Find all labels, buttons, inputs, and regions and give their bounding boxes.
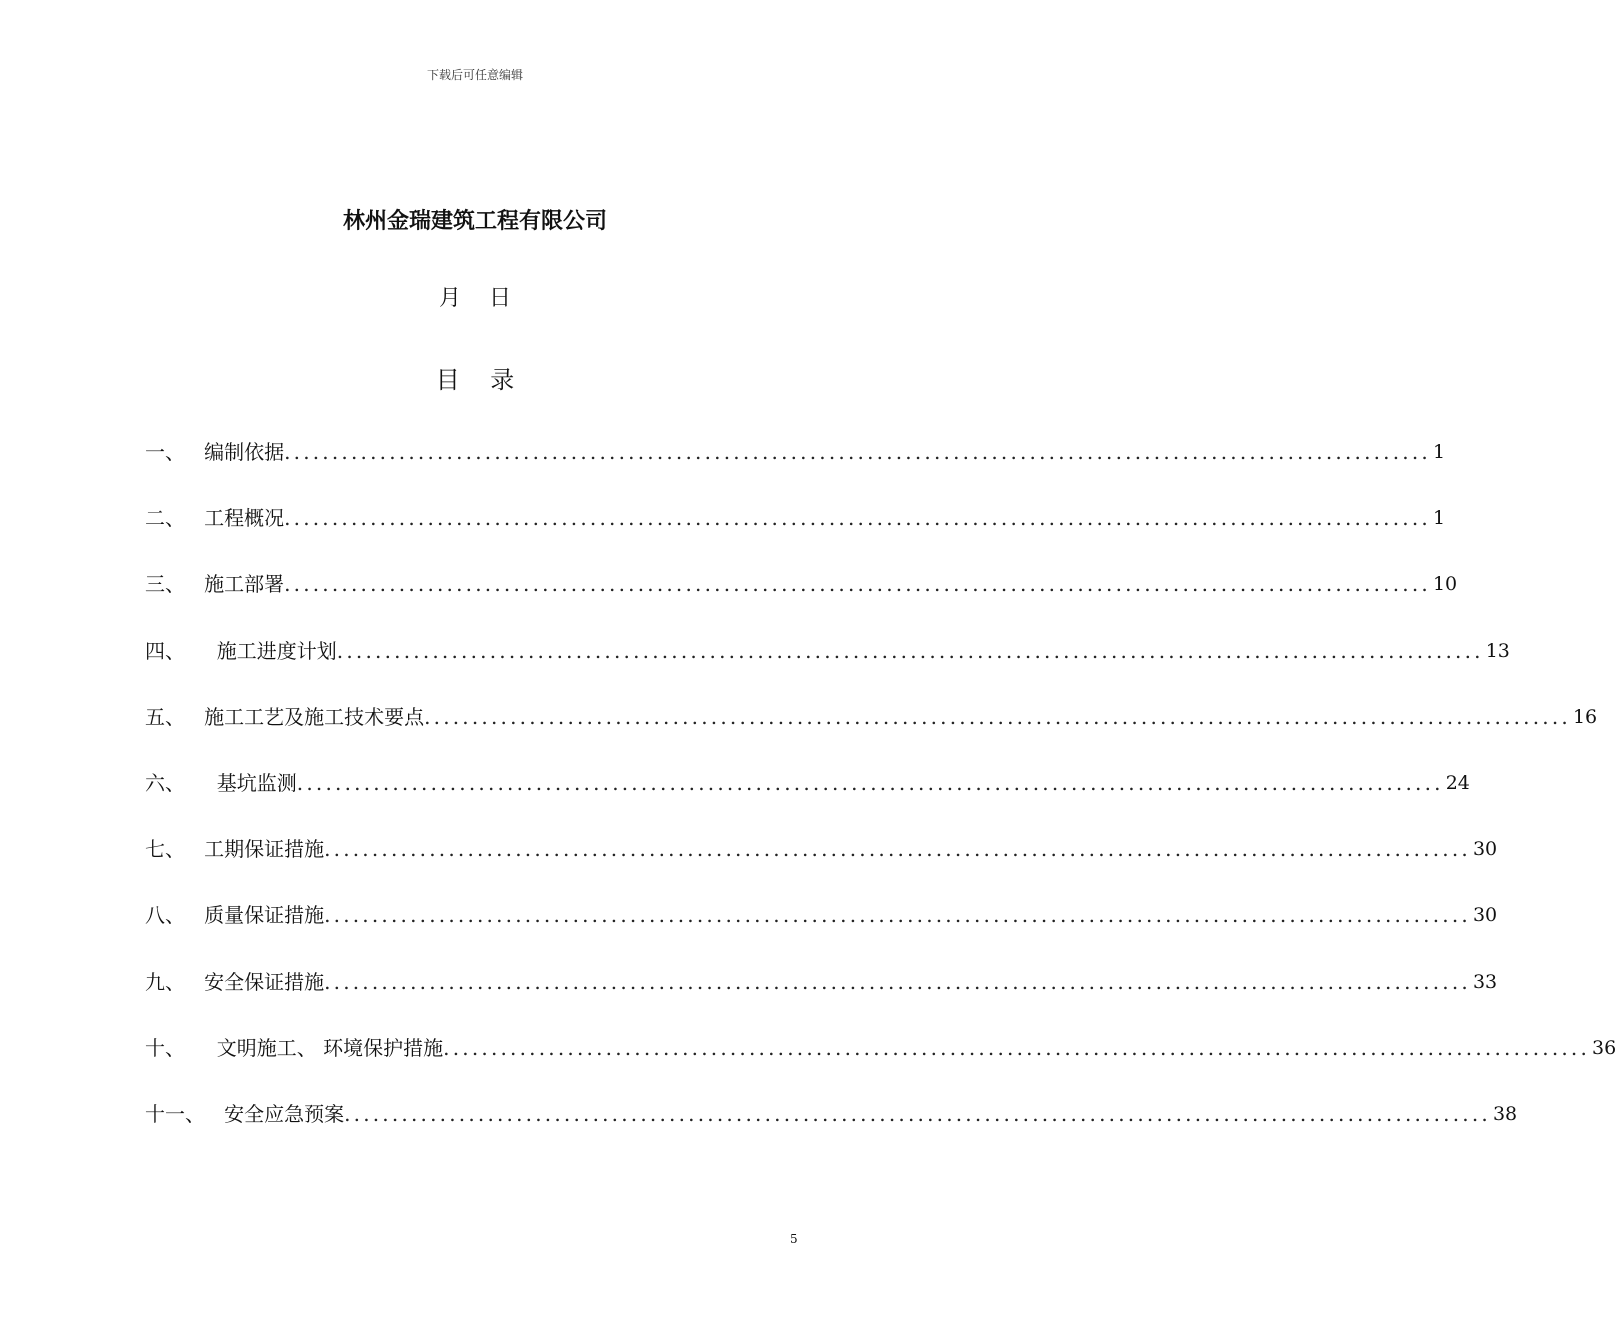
toc-entry-page: 16 xyxy=(1572,705,1598,728)
toc-entry[interactable] xyxy=(145,901,1498,967)
toc-entry-page: 1 xyxy=(1432,441,1446,463)
toc-entry[interactable] xyxy=(145,504,1446,570)
toc-entry-page: 24 xyxy=(1445,771,1470,794)
toc-entry[interactable] xyxy=(145,1100,1518,1166)
toc-entry[interactable] xyxy=(145,703,1598,769)
header-note: 下载后可任意编辑 xyxy=(426,68,523,82)
date-line: 月 日 xyxy=(439,286,511,311)
table-of-contents xyxy=(145,438,1616,1166)
toc-entry-label: 编制依据 xyxy=(204,440,285,464)
toc-entry-label: 施工部署 xyxy=(204,572,285,597)
toc-entry-label: 安全应急预案 xyxy=(224,1101,345,1126)
toc-entry-number: 一、 xyxy=(145,440,185,464)
toc-entry-number: 十一、 xyxy=(145,1101,205,1126)
toc-entry-page: 36 xyxy=(1592,1036,1616,1059)
toc-leader-dots: ........................................................................................................................ xyxy=(324,903,1471,928)
toc-entry-number: 九、 xyxy=(145,969,185,994)
toc-entry[interactable] xyxy=(145,835,1498,901)
toc-entry-page: 10 xyxy=(1432,573,1458,596)
toc-entry-number: 二、 xyxy=(145,506,185,531)
toc-leader-dots: ........................................................................................................................ xyxy=(336,638,1484,663)
toc-leader-dots: ........................................................................................................................ xyxy=(284,572,1431,597)
toc-entry[interactable] xyxy=(145,438,1446,504)
toc-entry-label: 工期保证措施 xyxy=(204,837,325,862)
toc-entry[interactable] xyxy=(145,637,1510,703)
toc-entry-page: 38 xyxy=(1492,1102,1518,1125)
toc-entry-label: 质量保证措施 xyxy=(204,903,325,928)
toc-entry-label: 工程概况 xyxy=(204,506,285,531)
toc-entry-label: 施工进度计划 xyxy=(216,638,337,663)
toc-entry-page: 30 xyxy=(1472,904,1498,927)
toc-entry[interactable] xyxy=(145,1034,1616,1100)
toc-entry-label: 基坑监测 xyxy=(216,770,297,795)
toc-leader-dots: ........................................................................................................................ xyxy=(324,837,1471,862)
toc-leader-dots: ........................................................................................................................ xyxy=(284,440,1431,464)
toc-entry-label: 安全保证措施 xyxy=(204,969,325,994)
toc-entry-page: 1 xyxy=(1432,507,1446,530)
toc-entry-number: 十、 xyxy=(145,1035,185,1060)
toc-leader-dots: ........................................................................................................................ xyxy=(424,704,1571,729)
toc-entry-number: 四、 xyxy=(145,638,185,663)
toc-entry-number: 七、 xyxy=(145,837,185,862)
toc-entry-label: 施工工艺及施工技术要点 xyxy=(204,704,425,729)
toc-entry[interactable] xyxy=(145,769,1470,835)
toc-leader-dots: ........................................................................................................................ xyxy=(443,1035,1591,1060)
toc-entry[interactable] xyxy=(145,968,1498,1034)
toc-title: 目 录 xyxy=(435,366,515,394)
toc-entry-number: 八、 xyxy=(145,903,185,928)
page-number: 5 xyxy=(790,1232,798,1246)
company-name: 林州金瑞建筑工程有限公司 xyxy=(342,209,607,234)
toc-leader-dots: ........................................................................................................................ xyxy=(284,506,1431,531)
toc-entry-number: 五、 xyxy=(145,704,185,729)
toc-entry-label: 文明施工、 环境保护措施 xyxy=(216,1035,444,1060)
toc-entry-page: 30 xyxy=(1472,838,1498,861)
toc-entry-number: 六、 xyxy=(145,770,185,795)
toc-entry-page: 33 xyxy=(1472,970,1498,993)
toc-leader-dots: ........................................................................................................................ xyxy=(296,770,1444,795)
toc-leader-dots: ........................................................................................................................ xyxy=(324,969,1471,994)
toc-leader-dots: ........................................................................................................................ xyxy=(344,1101,1491,1126)
toc-entry-number: 三、 xyxy=(145,572,185,597)
toc-entry[interactable] xyxy=(145,570,1458,636)
toc-entry-page: 13 xyxy=(1485,639,1510,662)
